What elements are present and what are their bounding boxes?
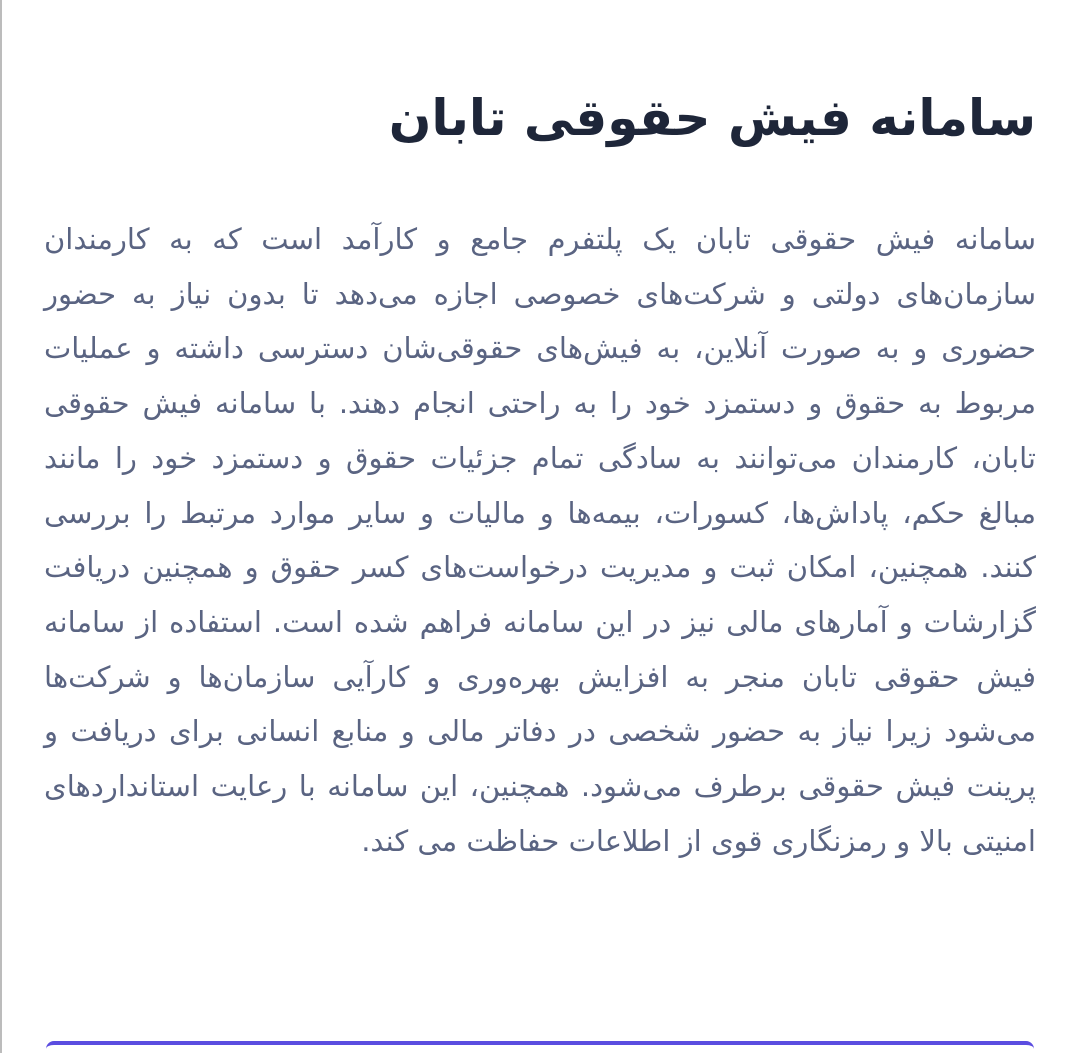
article-body: سامانه فیش حقوقی تابان یک پلتفرم جامع و کارآمد است که به کارمندان سازمان‌های دولتی و شرکت‌های خصوصی اجازه می‌دهد تا بدون نیاز به حضور حضوری و به صورت آنلاین، به فیش‌های حقوقی‌شان دسترسی داشته و عملیات مربوط به حقوق و دستمزد خود را به راحتی انجام دهند. با سامانه فیش حقوقی تابان، کارمندان می‌توانند به سادگی تمام جزئیات حقوق و دستمزد خود را مانند مبالغ حکم، پاداش‌ها، کسورات، بیمه‌ها و مالیات و سایر موارد مرتبط را بررسی کنند. همچنین، امکان ثبت و مدیریت درخواست‌های کسر حقوق و همچنین دریافت گزارشات و آمارهای مالی نیز در این سامانه فراهم شده است. استفاده از سامانه فیش حقوقی تابان منجر به افزایش بهره‌وری و کارآیی سازمان‌ها و شرکت‌ها می‌شود زیرا نیاز به حضور شخصی در دفاتر مالی و منابع انسانی برای دریافت و پرینت فیش حقوقی برطرف می‌شود. همچنین، این سامانه با رعایت استانداردهای امنیتی بالا و رمزنگاری قوی از اطلاعات حفاظت می کند. [44, 222, 1036, 858]
accent-bar [46, 1041, 1034, 1053]
article [44, 78, 1036, 868]
left-edge-divider [0, 0, 2, 1053]
page-title: سامانه فیش حقوقی تابان [388, 89, 1036, 147]
